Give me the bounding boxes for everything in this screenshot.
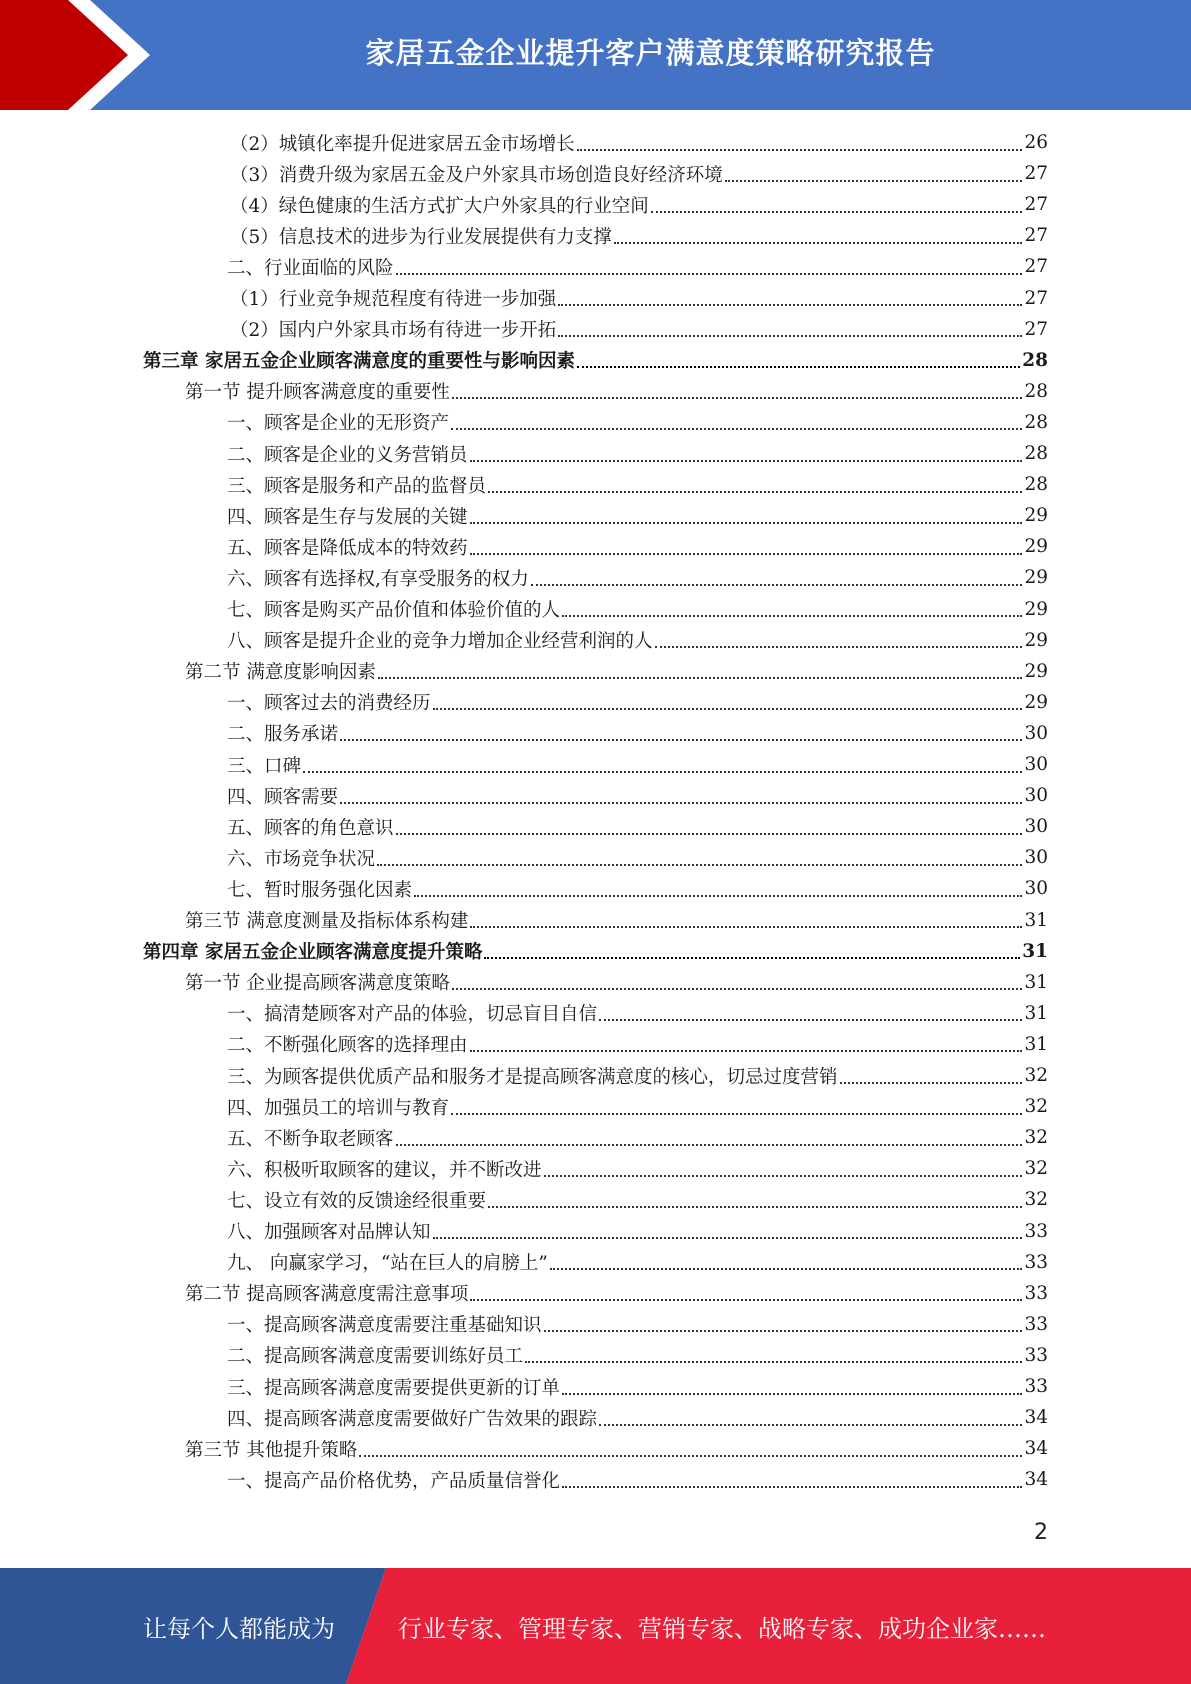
toc-entry-title: 七、顾客是购买产品价值和体验价值的人 (227, 600, 561, 621)
toc-item[interactable] (227, 1464, 1048, 1495)
toc-page-number: 32 (1024, 1189, 1048, 1211)
toc-page-number: 31 (1024, 909, 1048, 931)
toc-item[interactable] (227, 749, 1048, 780)
toc-item[interactable] (227, 1153, 1048, 1184)
toc-entry-title: 八、顾客是提升企业的竞争力增加企业经营利润的人 (227, 631, 653, 653)
toc-item[interactable] (227, 594, 1048, 625)
toc-entry-title: 三、顾客是服务和产品的监督员 (227, 475, 487, 497)
toc-entry-title: 七、暂时服务强化因素 (227, 879, 413, 901)
toc-entry-title: 四、顾客需要 (227, 786, 339, 808)
toc-page-number: 32 (1024, 1096, 1048, 1118)
toc-page-number: 29 (1024, 629, 1048, 651)
toc-entry-title: 一、顾客是企业的无形资产 (227, 413, 450, 435)
toc-item[interactable] (230, 314, 1048, 345)
toc-entry-title: 第三节 其他提升策略 (185, 1439, 358, 1461)
toc-item[interactable] (227, 1060, 1048, 1091)
toc-item[interactable] (227, 438, 1048, 469)
toc-page-number: 30 (1024, 816, 1048, 838)
toc-item[interactable] (227, 1122, 1048, 1153)
toc-entry-title: 第二节 提高顾客满意度需注意事项 (185, 1284, 469, 1306)
toc-page-number: 34 (1024, 1407, 1048, 1429)
toc-page-number: 30 (1024, 878, 1048, 900)
toc-entry-title: （1）行业竞争规范程度有待进一步加强 (230, 289, 557, 310)
toc-page-number: 30 (1024, 722, 1048, 744)
toc-dot-leader (452, 397, 1023, 399)
toc-page-number: 31 (1024, 971, 1048, 993)
toc-item[interactable] (227, 625, 1048, 656)
toc-item[interactable] (227, 500, 1048, 531)
footer-banner (0, 1568, 1191, 1684)
toc-dot-leader (651, 211, 1023, 213)
toc-entry-title: 六、积极听取顾客的建议，并不断改进 (227, 1159, 542, 1181)
toc-section[interactable] (185, 905, 1048, 936)
toc-page-number: 31 (1024, 1033, 1048, 1055)
toc-dot-leader (558, 304, 1022, 306)
toc-dot-leader (577, 366, 1020, 368)
toc-dot-leader (470, 1050, 1023, 1052)
toc-item[interactable] (230, 158, 1048, 189)
toc-dot-leader (470, 522, 1023, 524)
toc-page-number: 27 (1024, 318, 1048, 340)
toc-entry-title: 六、顾客有选择权,有享受服务的权力 (227, 568, 529, 590)
toc-dot-leader (377, 864, 1022, 866)
toc-entry-title: 第三章 家居五金企业顾客满意度的重要性与影响因素 (143, 351, 575, 373)
toc-entry-title: 第四章 家居五金企业顾客满意度提升策略 (143, 942, 483, 964)
toc-entry-title: 一、提高产品价格优势，产品质量信誉化 (227, 1470, 561, 1492)
toc-entry-title: 第一节 提升顾客满意度的重要性 (185, 382, 450, 404)
toc-dot-leader (303, 771, 1022, 773)
toc-dot-leader (544, 1330, 1023, 1332)
toc-entry-title: 五、顾客是降低成本的特效药 (227, 537, 468, 559)
footer-slogan-right: 行业专家、管理专家、营销专家、战略专家、成功企业家…… (398, 1614, 1046, 1643)
toc-entry-title: 七、设立有效的反馈途经很重要 (227, 1190, 487, 1212)
footer-slogan-left: 让每个人都能成为 (143, 1614, 335, 1643)
toc-dot-leader (340, 802, 1022, 804)
toc-dot-leader (470, 926, 1022, 928)
toc-section[interactable] (185, 656, 1048, 687)
toc-page-number: 33 (1024, 1282, 1048, 1304)
toc-entry-title: （5）信息技术的进步为行业发展提供有力支撑 (230, 226, 612, 248)
toc-entry-title: （4）绿色健康的生活方式扩大户外家具的行业空间 (230, 195, 649, 217)
toc-dot-leader (531, 584, 1023, 586)
toc-item[interactable] (227, 1216, 1048, 1247)
toc-item[interactable] (230, 189, 1048, 220)
toc-dot-leader (340, 739, 1022, 741)
toc-item[interactable] (227, 251, 1048, 282)
toc-dot-leader (550, 1268, 1023, 1270)
page-number: 2 (1034, 1520, 1048, 1545)
toc-page-number: 27 (1024, 256, 1048, 278)
toc-dot-leader (840, 1082, 1023, 1084)
toc-item[interactable] (227, 718, 1048, 749)
toc-entry-title: 二、服务承诺 (227, 724, 339, 746)
toc-page-number: 29 (1024, 691, 1048, 713)
toc-dot-leader (525, 1361, 1022, 1363)
toc-item[interactable] (227, 407, 1048, 438)
toc-dot-leader (488, 491, 1022, 493)
toc-page-number: 29 (1024, 505, 1048, 527)
toc-entry-title: 八、加强顾客对品牌认知 (227, 1222, 431, 1243)
toc-page-number: 28 (1024, 380, 1048, 402)
toc-item[interactable] (230, 127, 1048, 158)
toc-page-number: 29 (1024, 660, 1048, 682)
toc-page-number: 30 (1024, 847, 1048, 869)
toc-entry-title: 四、加强员工的培训与教育 (227, 1097, 450, 1119)
toc-item[interactable] (227, 873, 1048, 904)
toc-entry-title: 三、口碑 (227, 755, 302, 777)
toc-page-number: 31 (1024, 1002, 1048, 1024)
toc-page-number: 33 (1024, 1344, 1048, 1366)
chevron-arrow-icon (0, 0, 160, 110)
toc-dot-leader (562, 1486, 1022, 1488)
toc-entry-title: 一、搞清楚顾客对产品的体验，切忌盲目自信 (227, 1004, 598, 1026)
toc-item[interactable] (227, 469, 1048, 500)
toc-chapter[interactable] (143, 936, 1048, 967)
toc-dot-leader (433, 708, 1023, 710)
toc-entry-title: 六、市场竞争状况 (227, 848, 376, 870)
toc-entry-title: 四、顾客是生存与发展的关键 (227, 506, 468, 528)
toc-dot-leader (484, 957, 1020, 959)
toc-dot-leader (470, 553, 1023, 555)
toc-item[interactable] (230, 220, 1048, 251)
toc-dot-leader (396, 1144, 1023, 1146)
toc-item[interactable] (227, 687, 1048, 718)
toc-entry-title: 四、提高顾客满意度需要做好广告效果的跟踪 (227, 1408, 598, 1430)
toc-dot-leader (359, 1455, 1022, 1457)
toc-dot-leader (599, 1424, 1022, 1426)
toc-item[interactable] (227, 1029, 1048, 1060)
toc-item[interactable] (227, 531, 1048, 562)
toc-entry-title: 二、提高顾客满意度需要训练好员工 (227, 1346, 524, 1368)
toc-page-number: 32 (1024, 1127, 1048, 1149)
toc-chapter[interactable] (143, 345, 1048, 376)
toc-item[interactable] (227, 1371, 1048, 1402)
toc-page-number: 28 (1024, 474, 1048, 496)
toc-page-number: 28 (1024, 411, 1048, 433)
toc-item[interactable] (230, 283, 1048, 314)
toc-dot-leader (577, 149, 1023, 151)
toc-dot-leader (452, 988, 1023, 990)
toc-item[interactable] (227, 780, 1048, 811)
toc-entry-title: 二、顾客是企业的义务营销员 (227, 444, 468, 466)
toc-entry-title: （3）消费升级为家居五金及户外家具市场创造良好经济环境 (230, 164, 723, 186)
toc-entry-title: 三、为顾客提供优质产品和服务才是提高顾客满意度的核心，切忌过度营销 (227, 1066, 838, 1088)
toc-item[interactable] (227, 1309, 1048, 1340)
toc-item[interactable] (227, 998, 1048, 1029)
toc-item[interactable] (227, 842, 1048, 873)
toc-section[interactable] (185, 1433, 1048, 1464)
toc-page-number: 32 (1024, 1158, 1048, 1180)
toc-page-number: 29 (1024, 536, 1048, 558)
toc-page-number: 28 (1022, 349, 1048, 371)
toc-page-number: 34 (1024, 1469, 1048, 1491)
report-title: 家居五金企业提升客户满意度策略研究报告 (365, 35, 936, 70)
toc-dot-leader (451, 428, 1022, 430)
toc-page-number: 29 (1024, 567, 1048, 589)
toc-entry-title: 二、不断强化顾客的选择理由 (227, 1035, 468, 1057)
toc-dot-leader (396, 833, 1023, 835)
toc-dot-leader (544, 1175, 1023, 1177)
toc-entry-title: 九、 向赢家学习，“站在巨人的肩膀上” (227, 1253, 548, 1275)
toc-dot-leader (725, 180, 1023, 182)
toc-section[interactable] (185, 1278, 1048, 1309)
toc-page-number: 27 (1024, 194, 1048, 216)
toc-item[interactable] (227, 562, 1048, 593)
toc-entry-title: 三、提高顾客满意度需要提供更新的订单 (227, 1377, 561, 1399)
toc-dot-leader (470, 460, 1023, 462)
toc-page-number: 32 (1024, 1065, 1048, 1086)
toc-dot-leader (655, 646, 1023, 648)
toc-dot-leader (562, 1393, 1022, 1395)
toc-item[interactable] (227, 811, 1048, 842)
toc-page-number: 33 (1024, 1376, 1048, 1397)
toc-entry-title: 五、顾客的角色意识 (227, 817, 394, 839)
toc-dot-leader (414, 895, 1022, 897)
toc-dot-leader (488, 1206, 1022, 1208)
header-bar (0, 0, 1191, 110)
toc-entry-title: 第三节 满意度测量及指标体系构建 (185, 911, 469, 932)
toc-page-number: 31 (1022, 940, 1048, 962)
toc-dot-leader (599, 1019, 1022, 1021)
toc-item[interactable] (227, 1340, 1048, 1371)
toc-dot-leader (558, 335, 1022, 337)
toc-page-number: 33 (1024, 1313, 1048, 1335)
toc-page-number: 27 (1024, 287, 1048, 309)
toc-dot-leader (614, 242, 1023, 244)
toc-item[interactable] (227, 1091, 1048, 1122)
toc-page-number: 33 (1024, 1251, 1048, 1273)
toc-page-number: 26 (1024, 132, 1048, 153)
toc-dot-leader (378, 677, 1023, 679)
toc-item[interactable] (227, 1247, 1048, 1278)
toc-dot-leader (451, 1113, 1022, 1115)
toc-entry-title: （2）城镇化率提升促进家居五金市场增长 (230, 133, 575, 155)
toc-entry-title: 二、行业面临的风险 (227, 257, 394, 279)
toc-page-number: 30 (1024, 754, 1048, 775)
toc-page-number: 34 (1024, 1438, 1048, 1460)
toc-page-number: 33 (1024, 1220, 1048, 1242)
toc-entry-title: 一、顾客过去的消费经历 (227, 693, 431, 715)
toc-entry-title: 一、提高顾客满意度需要注重基础知识 (227, 1315, 542, 1337)
toc-dot-leader (562, 615, 1022, 617)
toc-item[interactable] (227, 1402, 1048, 1433)
toc-dot-leader (470, 1299, 1022, 1301)
toc-page-number: 29 (1024, 598, 1048, 620)
toc-section[interactable] (185, 376, 1048, 407)
toc-page-number: 28 (1024, 443, 1048, 464)
toc-entry-title: 第一节 企业提高顾客满意度策略 (185, 973, 450, 995)
toc-dot-leader (396, 273, 1023, 275)
toc-entry-title: 第二节 满意度影响因素 (185, 662, 376, 684)
toc-entry-title: 五、不断争取老顾客 (227, 1128, 394, 1150)
toc-page-number: 30 (1024, 785, 1048, 807)
toc-page-number: 27 (1024, 163, 1048, 185)
toc-entry-title: （2）国内户外家具市场有待进一步开拓 (230, 320, 557, 342)
toc-page-number: 27 (1024, 225, 1048, 247)
toc-item[interactable] (227, 1184, 1048, 1215)
toc-dot-leader (433, 1237, 1023, 1239)
toc-section[interactable] (185, 967, 1048, 998)
